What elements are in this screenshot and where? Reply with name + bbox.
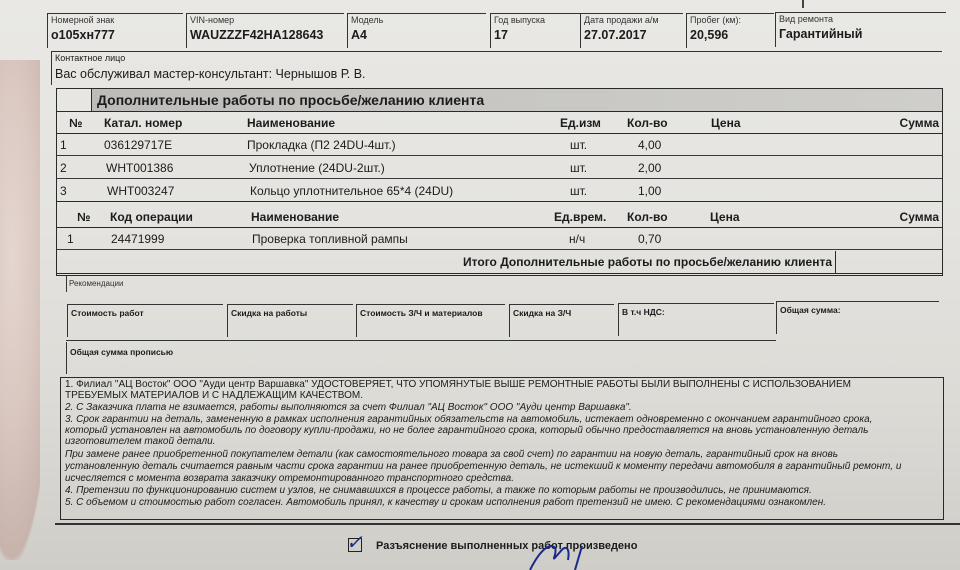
row-qty: 1,00 [638,184,662,198]
note-line: исчесляется с момента возврата заказчику отремонтированного транспортного средства. [65,473,515,484]
row-qty: 0,70 [638,232,662,246]
table-row [57,135,942,156]
col-code: Код операции [110,210,193,224]
row-unit: шт. [570,161,588,175]
row-catalog: WHT001386 [106,161,174,175]
sale-date-label: Дата продажи а/м [584,15,659,25]
col-sum: Сумма [899,210,939,224]
terms-notes-box [60,377,944,520]
labor-cost-field [67,304,223,337]
model-value: А4 [351,28,367,42]
total-in-words-label: Общая сумма прописью [70,347,174,357]
plate-label: Номерной знак [51,15,115,25]
parts-discount-field [509,304,614,337]
contact-label: Контактное лицо [55,53,126,63]
total-label: Итого Дополнительные работы по просьбе/желанию клиента [463,255,832,269]
mileage-field [686,13,774,48]
table-title: Дополнительные работы по просьбе/желанию клиента [97,92,485,108]
vin-value: WAUZZZF42HA128643 [190,28,324,42]
col-no: № [77,210,91,224]
photo-finger [0,60,40,560]
labor-discount-field [227,304,353,337]
total-sum-label: Общая сумма: [780,305,841,315]
year-label: Год выпуска [494,15,545,25]
col-price: Цена [711,116,741,130]
additional-works-table [56,88,943,276]
note-line: 2. С Заказчика плата не взимается, работы выполняются за счет Филиал "АЦ Восток" ООО "Ауди центр Варшавка". [65,402,632,413]
total-row [57,251,942,274]
signature-icon [520,540,600,570]
plate-value: о105хн777 [51,28,115,42]
note-line: изготовителем такой детали. [65,436,216,447]
row-name: Уплотнение (24DU-2шт.) [249,161,385,175]
row-unit: шт. [570,184,588,198]
labor-discount-label: Скидка на работы [231,308,308,318]
row-no: 1 [60,138,67,152]
vat-label: В т.ч НДС: [622,307,665,317]
operations-header-row [57,207,942,228]
parts-header-row [57,113,942,134]
row-qty: 4,00 [638,138,662,152]
year-field [490,13,581,48]
table-row [57,158,942,179]
vin-label: VIN-номер [190,15,235,25]
recommendations-label: Рекомендации [69,279,124,288]
col-no: № [69,116,83,130]
recommendations-field [66,276,317,292]
parts-cost-label: Стоимость З/Ч и материалов [360,308,483,318]
vin-field [186,13,344,48]
col-unit: Ед.изм [560,116,601,130]
repair-type-label: Вид ремонта [779,14,833,24]
sale-date-field [580,13,683,48]
col-price: Цена [710,210,740,224]
row-unit: шт. [570,138,588,152]
note-line: установленную деталь считается равным части срока гарантии на ранее приобретенную деталь, не истекший к моменту передачи автомобиля в гарантийный ремонт, и [65,461,902,472]
labor-cost-label: Стоимость работ [71,308,144,318]
repair-type-value: Гарантийный [779,27,863,41]
note-line: 3. Срок гарантии на деталь, замененную в рамках исполнения гарантийных обязательств на автомобиль, истекает одновременно с окончанием гарантийного срока, [65,414,873,425]
col-qty: Кол-во [627,210,668,224]
sale-date-value: 27.07.2017 [584,28,647,42]
col-catalog: Катал. номер [104,116,183,130]
note-line: 5. С объемом и стоимостью работ согласен. Автомобиль принял, к качеству и срокам исполнения работ претензий не имею. С рекомендациями ознакомлен. [65,497,826,508]
cost-divider [66,340,776,341]
row-qty: 2,00 [638,161,662,175]
parts-cost-field [356,304,505,337]
note-line: 1. Филиал "АЦ Восток" ООО "Ауди центр Варшавка" УДОСТОВЕРЯЕТ, ЧТО УПОМЯНУТЫЕ ВЫШЕ РЕМОНТНЫЕ РАБОТЫ БЫЛИ ВЫПОЛНЕНЫ С ИСПОЛЬЗОВАНИЕМ [65,379,851,390]
row-no: 3 [60,184,67,198]
col-name: Наименование [251,210,340,224]
table-row [57,181,942,202]
mileage-value: 20,596 [690,28,729,42]
plate-field [47,13,183,48]
confirmation-label: Разъяснение выполненных работ произведено [376,540,638,552]
contact-field [51,51,942,85]
model-label: Модель [351,15,384,25]
row-catalog: 036129717E [104,138,173,152]
handwritten-check-icon: ✓ [346,532,363,554]
bottom-divider [55,523,960,525]
total-value [835,251,942,273]
table-title-row [57,89,942,112]
contact-value: Вас обслуживал мастер-консультант: Чернышов Р. В. [55,67,366,81]
note-line: При замене ранее приобретенной покупателем детали (как самостоятельного товара за свой счет) по гарантии на новую деталь, гарантийный срок на вновь [65,449,838,460]
note-line: ТРЕБУЕМЫХ МАТЕРИАЛОВ И С НАДЛЕЖАЩИМ КАЧЕСТВОМ. [65,390,364,401]
row-unit: н/ч [569,232,586,246]
row-code: 24471999 [111,232,165,246]
mileage-label: Пробег (км): [690,15,741,25]
table-row [57,229,942,250]
col-name: Наименование [247,116,336,130]
repair-type-field [775,12,946,47]
row-no: 1 [67,232,74,246]
row-no: 2 [60,161,67,175]
col-qty: Кол-во [627,116,668,130]
top-edge-fragment [770,0,960,12]
row-name: Прокладка (П2 24DU-4шт.) [247,138,396,152]
row-catalog: WHT003247 [107,184,175,198]
row-name: Проверка топливной рампы [252,232,408,246]
col-unit: Ед.врем. [554,210,607,224]
year-value: 17 [494,28,508,42]
total-sum-field [776,301,939,334]
note-line: который установлен на автомобиль по договору купли-продажи, но не более гарантийного срока, который обычно предоставляется на вновь установленную деталь [65,425,869,436]
parts-discount-label: Скидка на З/Ч [513,308,572,318]
col-sum: Сумма [899,116,939,130]
total-in-words-field [66,342,957,374]
row-name: Кольцо уплотнительное 65*4 (24DU) [250,184,454,198]
model-field [347,13,486,48]
note-line: 4. Претензии по функционированию систем и узлов, не снимавшихся в процессе работы, а также по которым работы не производились, не принимаются. [65,485,812,496]
vat-field [618,303,774,336]
